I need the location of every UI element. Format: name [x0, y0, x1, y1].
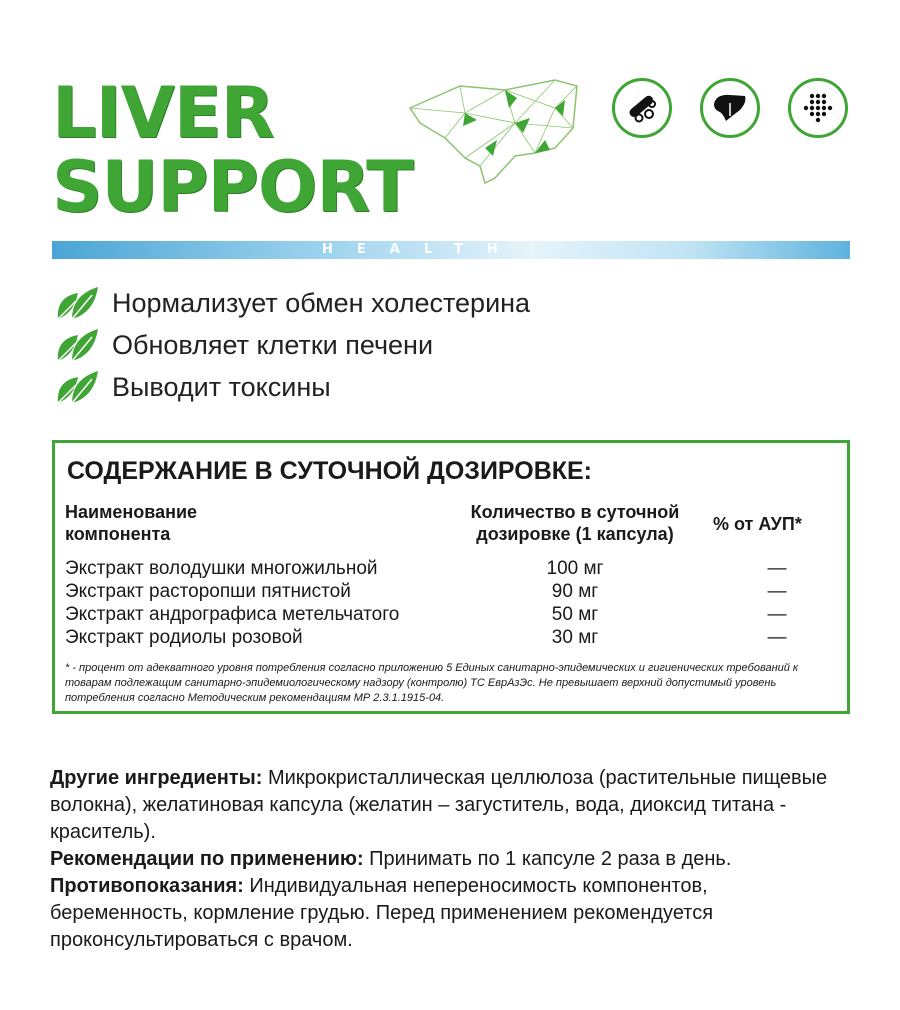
leaf-icon — [52, 325, 100, 365]
benefit-item — [52, 367, 331, 407]
capsule-dots-icon — [788, 78, 848, 138]
header-name-line1: Наименование — [65, 502, 198, 522]
component-amount: 50 мг — [551, 604, 599, 625]
usage-label: Рекомендации по применению: — [50, 848, 364, 870]
benefit-text: Обновляет клетки печени — [112, 329, 434, 360]
info-block — [50, 765, 850, 954]
pills-icon — [612, 78, 672, 138]
benefit-text: Выводит токсины — [112, 371, 331, 402]
other-ingredients-text: Микрокристаллическая целлюлоза (растительные пищевые волокна), желатиновая капсула (желатин – загуститель, вода, диоксид титана - краситель). — [50, 767, 828, 843]
health-band — [52, 241, 850, 259]
benefit-item — [52, 283, 530, 323]
contraindications-text: Индивидуальная непереносимость компонентов, беременность, кормление грудью. Перед применением рекомендуется проконсультироваться с врачом. — [50, 875, 714, 951]
contraindications-label: Противопоказания: — [50, 875, 244, 897]
component-name: Экстракт расторопши пятнистой — [65, 581, 351, 602]
component-pct: — — [767, 581, 787, 602]
header-amount-line1: Количество в суточной — [470, 502, 680, 522]
benefit-item — [52, 325, 433, 365]
usage-text: Принимать по 1 капсуле 2 раза в день. — [363, 848, 732, 870]
composition-title: СОДЕРЖАНИЕ В СУТОЧНОЙ ДОЗИРОВКЕ: — [67, 457, 593, 485]
header-name — [65, 501, 197, 545]
component-pct: — — [767, 627, 787, 648]
component-name: Экстракт андрографиса метельчатого — [65, 604, 400, 625]
table-row — [65, 627, 835, 649]
band-label: HEALTH — [322, 242, 522, 257]
component-amount: 90 мг — [551, 581, 599, 602]
component-amount: 100 мг — [546, 558, 604, 579]
table-row — [65, 604, 835, 626]
composition-panel — [52, 440, 850, 714]
liver-icon — [700, 78, 760, 138]
table-row — [65, 581, 835, 603]
header-name-line2: компонента — [65, 524, 171, 544]
header-amount — [445, 501, 705, 545]
component-name: Экстракт родиолы розовой — [65, 627, 303, 648]
component-name: Экстракт володушки многожильной — [65, 558, 378, 579]
component-pct: — — [767, 558, 787, 579]
footnote: * - процент от адекватного уровня потребления согласно приложению 5 Единых санитарно-эпидемических и гигиенических требований к товарам подлежащим санитарно-эпидемиологическому надзору (контролю) ТС ЕврАзЭс. Не превышает верхний допустимый уровень потребления согласно Методическим рекомендациям МР 2.3.1.1915-04. — [65, 662, 799, 704]
title-liver: LIVER — [52, 72, 274, 154]
title-support: SUPPORT — [52, 146, 413, 228]
header-pct: % от АУП* — [713, 514, 802, 534]
benefit-text: Нормализует обмен холестерина — [112, 287, 531, 318]
header-amount-line2: дозировке (1 капсула) — [476, 524, 674, 544]
component-pct: — — [767, 604, 787, 625]
table-row — [65, 558, 835, 580]
leaf-icon — [52, 367, 100, 407]
other-ingredients-label: Другие ингредиенты: — [50, 767, 263, 789]
component-amount: 30 мг — [551, 627, 599, 648]
leaf-icon — [52, 283, 100, 323]
liver-illustration — [405, 78, 585, 188]
